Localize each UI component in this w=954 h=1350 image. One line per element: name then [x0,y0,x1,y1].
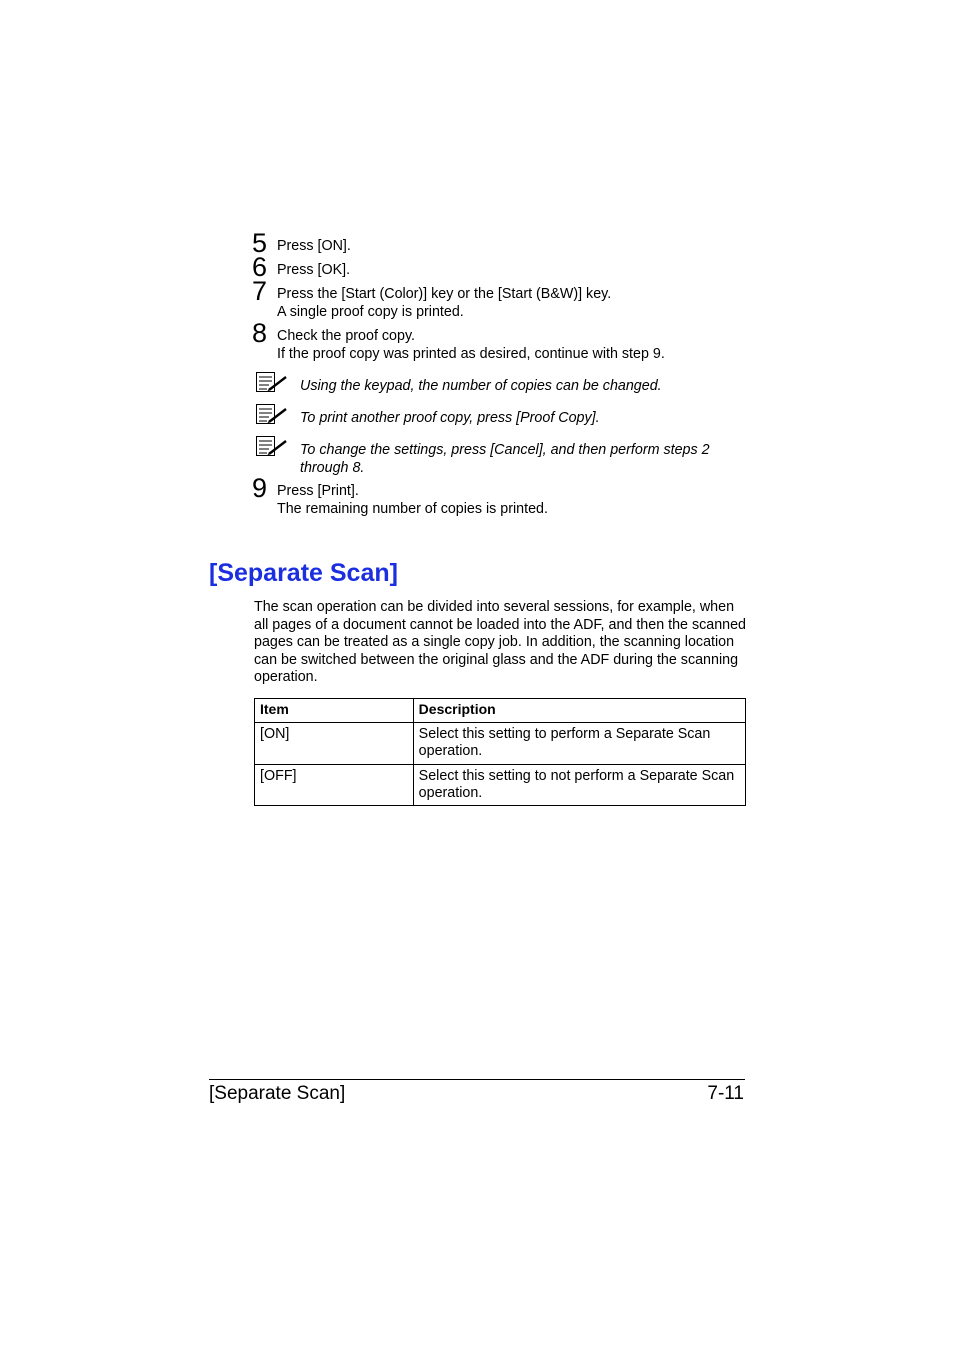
step-number: 8 [252,318,268,348]
table-cell-item: [ON] [255,722,414,764]
step-number: 7 [252,276,268,306]
step-detail: If the proof copy was printed as desired, continue with step 9. [277,346,665,362]
footer-page-number: 7-11 [707,1083,744,1104]
step-number: 9 [252,473,268,503]
note-pencil-icon [255,435,289,459]
table-header-row [255,699,746,723]
table-cell-item: [OFF] [255,764,414,805]
step-text: Press the [Start (Color)] key or the [Start (B&W)] key. [277,286,612,302]
section-intro: The scan operation can be divided into several sessions, for example, when all pages of a document cannot be loaded into the ADF, and then the scanned pages can be treated as a single copy job. In addition, the scanning location can be switched between the original glass and the ADF during the scanning operation. [254,599,747,685]
column-header-description: Description [413,699,745,723]
note-pencil-icon [255,403,289,427]
note-text: Using the keypad, the number of copies can be changed. [300,378,662,394]
table-row [255,722,746,764]
step-number: 6 [252,252,268,282]
note-text: To change the settings, press [Cancel], and then perform steps 2 through 8. [300,442,710,476]
note-pencil-icon [255,371,289,395]
footer-section-name: [Separate Scan] [209,1083,346,1104]
step-number: 5 [252,228,268,258]
column-header-item: Item [255,699,414,723]
settings-table [254,698,746,806]
table-cell-description: Select this setting to not perform a Separate Scan operation. [413,764,745,805]
step-text: Press [OK]. [277,262,351,278]
footer-divider [209,1079,745,1080]
section-title: [Separate Scan] [209,559,398,587]
note-text: To print another proof copy, press [Proof Copy]. [300,410,600,426]
step-detail: The remaining number of copies is printed. [277,501,548,517]
step-text: Press [ON]. [277,238,351,254]
step-text: Press [Print]. [277,483,359,499]
table-cell-description: Select this setting to perform a Separate Scan operation. [413,722,745,764]
table-row [255,764,746,805]
step-detail: A single proof copy is printed. [277,304,464,320]
step-text: Check the proof copy. [277,328,416,344]
